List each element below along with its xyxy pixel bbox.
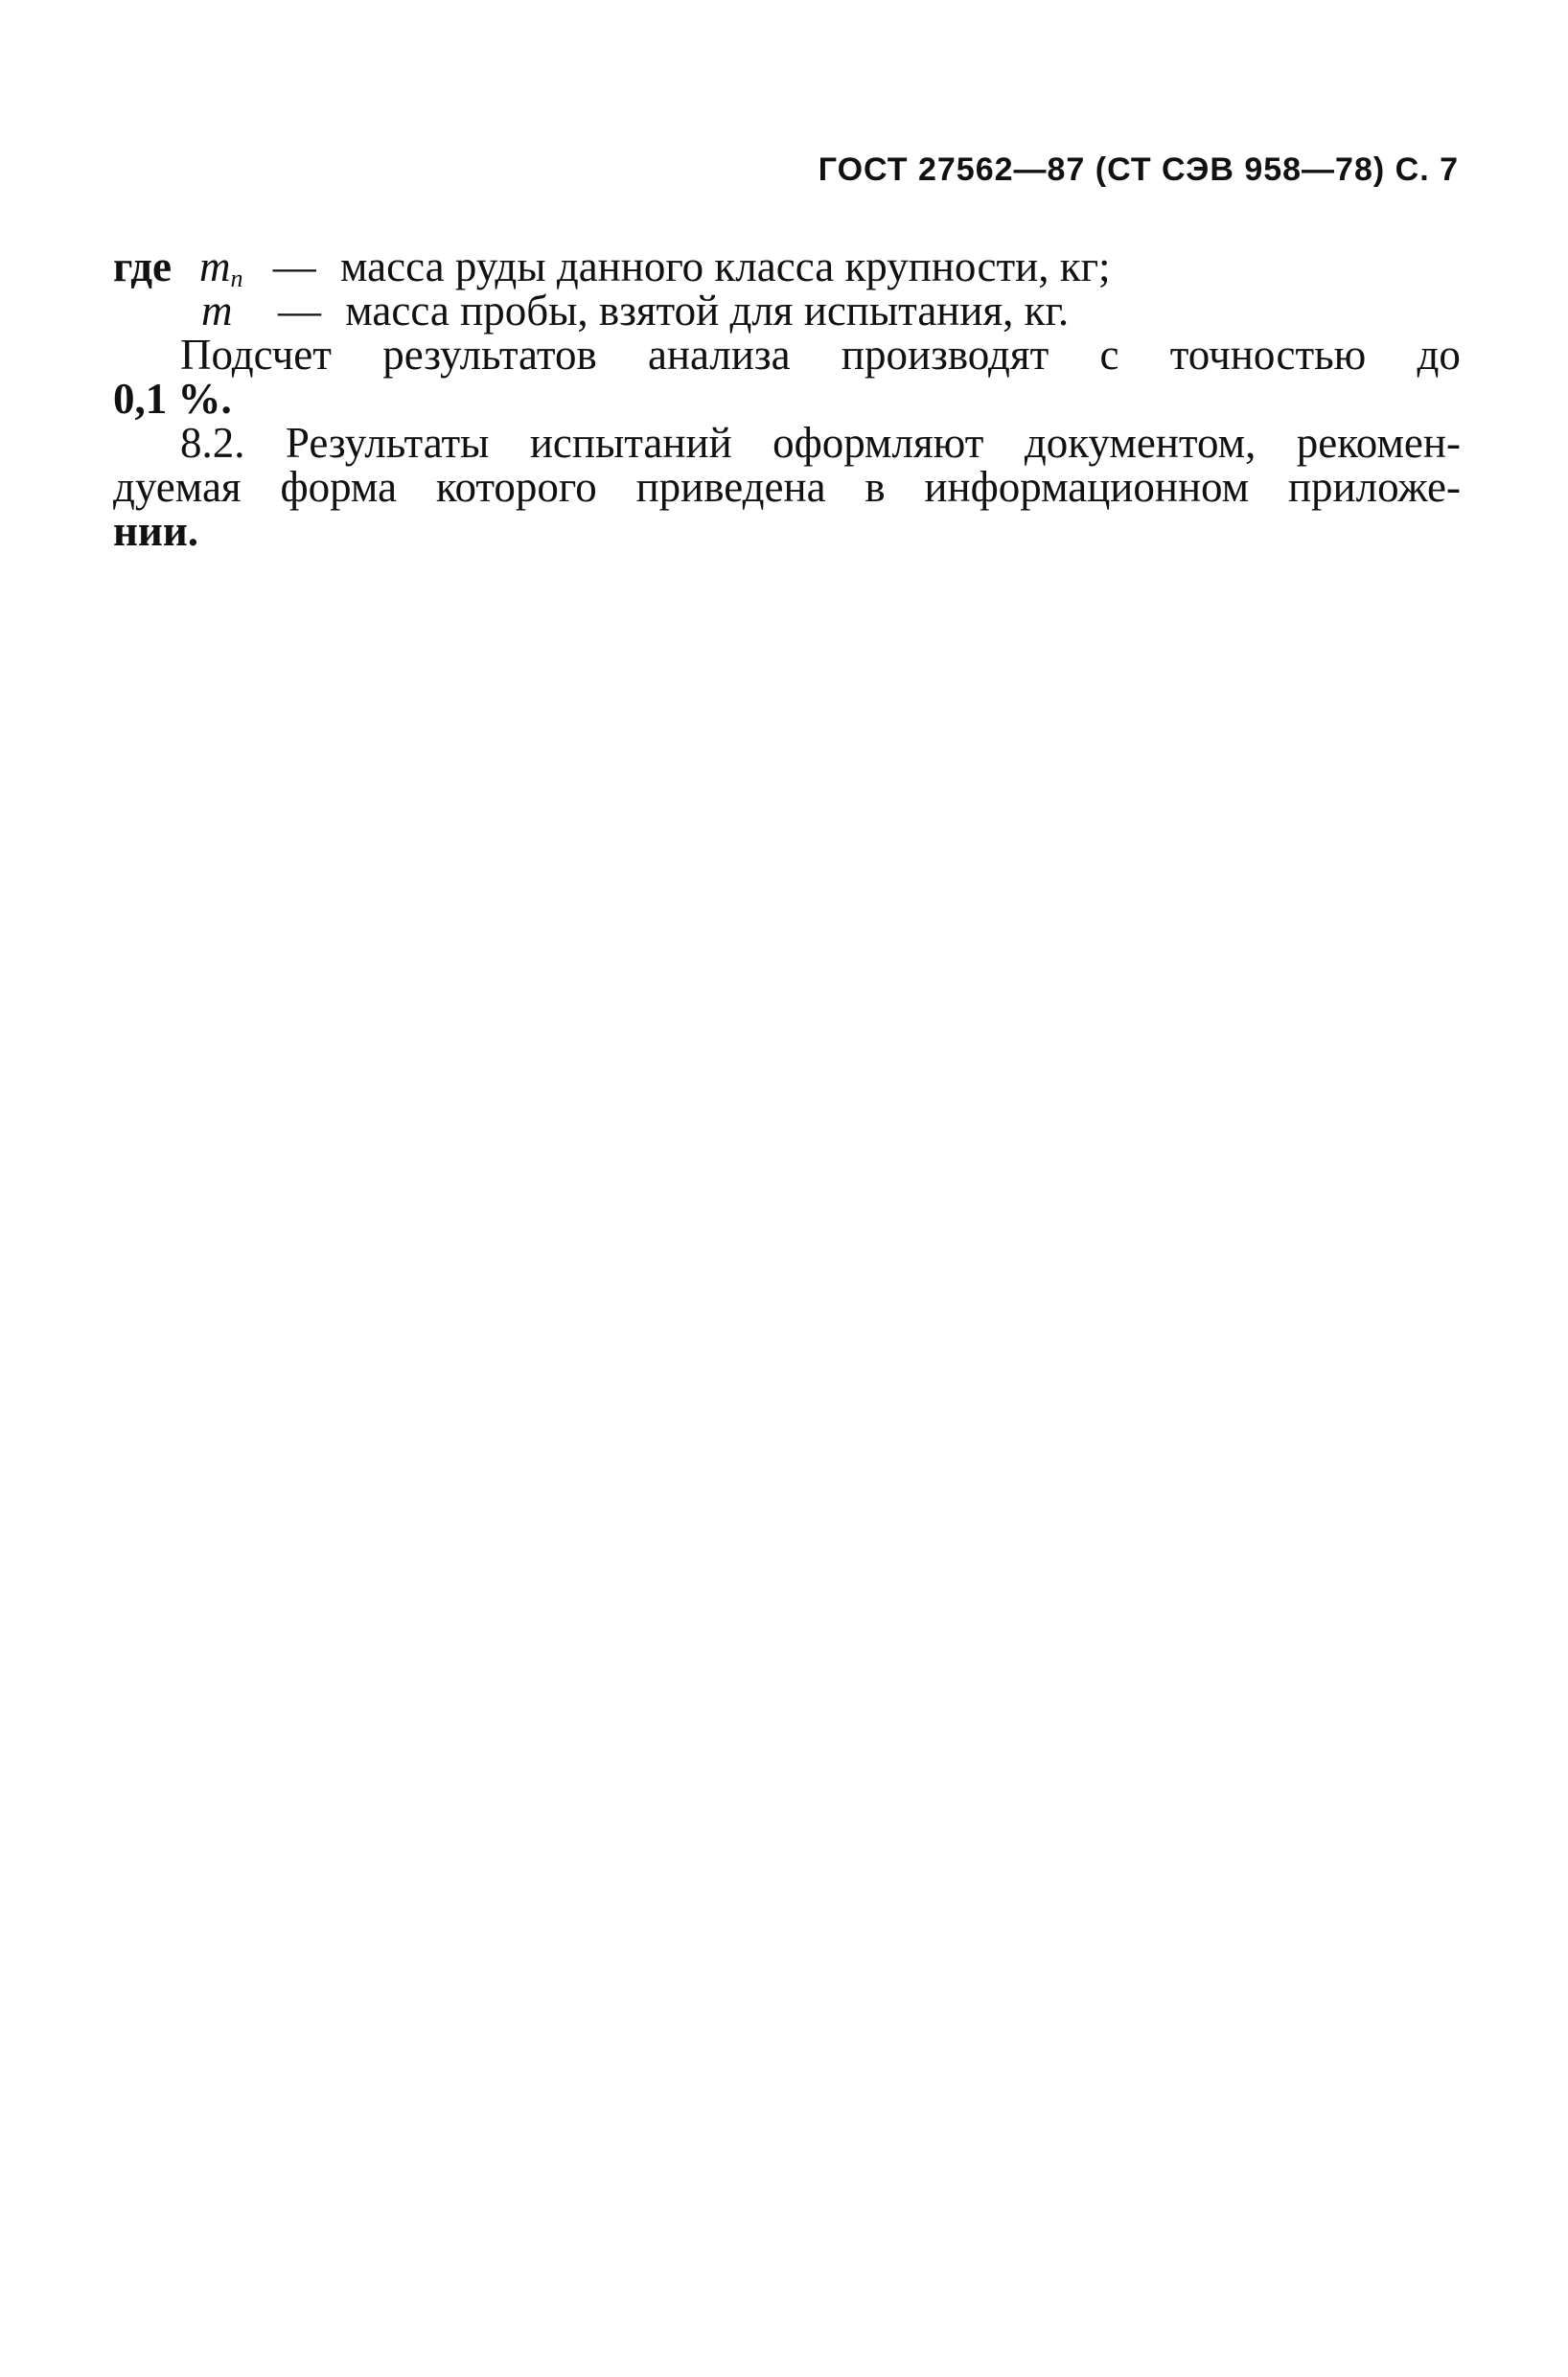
p2-last-word: нии.	[113, 507, 199, 555]
p2-word: рекомен-	[1296, 419, 1461, 467]
p2-word: в	[865, 463, 886, 511]
symbol-m: m	[201, 287, 233, 335]
document-body	[113, 244, 1461, 553]
p1-word: Подсчет	[180, 331, 332, 379]
p1-word: с	[1099, 331, 1119, 379]
p2-word: приведена	[635, 463, 826, 511]
p2-word: дуемая	[113, 463, 242, 511]
p1-word: результатов	[382, 331, 597, 379]
legend-text-1: масса руды данного класса крупности, кг;	[340, 242, 1111, 290]
symbol-mn-base: m	[199, 242, 231, 290]
page-header: ГОСТ 27562—87 (СТ СЭВ 958—78) С. 7	[818, 151, 1459, 188]
p2-word: оформляют	[772, 419, 984, 467]
legend-dash-2: —	[278, 287, 321, 335]
paragraph-2-line-1	[113, 421, 1461, 465]
p2-word: форма	[280, 463, 398, 511]
symbol-mn	[199, 242, 243, 290]
paragraph-2-line-3	[113, 509, 1461, 553]
where-label: где	[113, 242, 172, 290]
p2-word: Результаты	[285, 419, 490, 467]
symbol-mn-subscript: n	[230, 265, 243, 292]
legend-line-1	[113, 242, 1461, 292]
legend-line-2	[113, 288, 1461, 333]
p2-word: информационном	[924, 463, 1250, 511]
p1-word: анализа	[647, 331, 791, 379]
legend-dash-1: —	[272, 242, 316, 290]
p1-word: до	[1417, 331, 1461, 379]
p2-word: которого	[435, 463, 597, 511]
paragraph-1-line-1	[113, 333, 1461, 377]
p2-word: испытаний	[529, 419, 732, 467]
paragraph-2-line-2	[113, 465, 1461, 509]
paragraph-1-line-2	[113, 377, 1461, 421]
legend-text-2: масса пробы, взятой для испытания, кг.	[345, 287, 1070, 335]
p1-word: производят	[841, 331, 1049, 379]
p2-word: приложе-	[1287, 463, 1461, 511]
p1-word: точностью	[1169, 331, 1367, 379]
p2-word: документом,	[1024, 419, 1257, 467]
precision-value: 0,1 %.	[113, 375, 232, 423]
p2-word: 8.2.	[180, 419, 245, 467]
